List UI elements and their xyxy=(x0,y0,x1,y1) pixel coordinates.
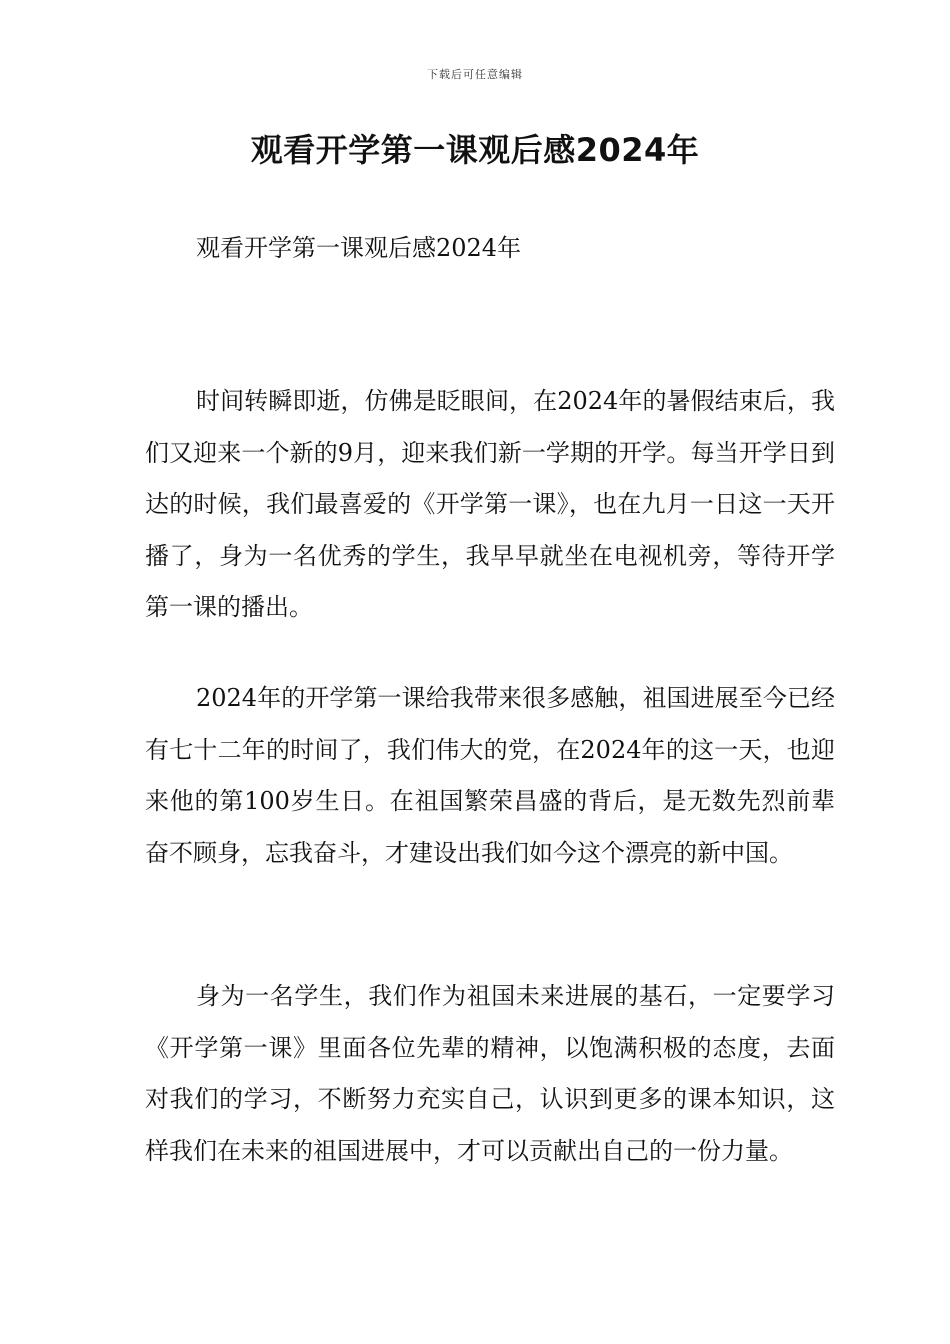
header-note: 下载后可任意编辑 xyxy=(427,68,523,81)
paragraph-1: 时间转瞬即逝，仿佛是眨眼间，在2024年的暑假结束后，我们又迎来一个新的9月，迎来我们新一学期的开学。每当开学日到达的时候，我们最喜爱的《开学第一课》，也在九月一日这一天开播了，身为一名优秀的学生，我早早就坐在电视机旁，等待开学第一课的播出。 xyxy=(145,387,835,621)
document-title: 观看开学第一课观后感2024年 xyxy=(250,131,700,169)
paragraph-3: 身为一名学生，我们作为祖国未来进展的基石，一定要学习《开学第一课》里面各位先辈的精神，以饱满积极的态度，去面对我们的学习，不断努力充实自己，认识到更多的课本知识，这样我们在未来的祖国进展中，才可以贡献出自己的一份力量。 xyxy=(145,982,835,1165)
paragraph-2: 2024年的开学第一课给我带来很多感触，祖国进展至今已经有七十二年的时间了，我们伟大的党，在2024年的这一天，也迎来他的第100岁生日。在祖国繁荣昌盛的背后，是无数先烈前辈奋不顾身，忘我奋斗，才建设出我们如今这个漂亮的新中国。 xyxy=(145,684,835,867)
document-subtitle: 观看开学第一课观后感2024年 xyxy=(196,234,522,262)
